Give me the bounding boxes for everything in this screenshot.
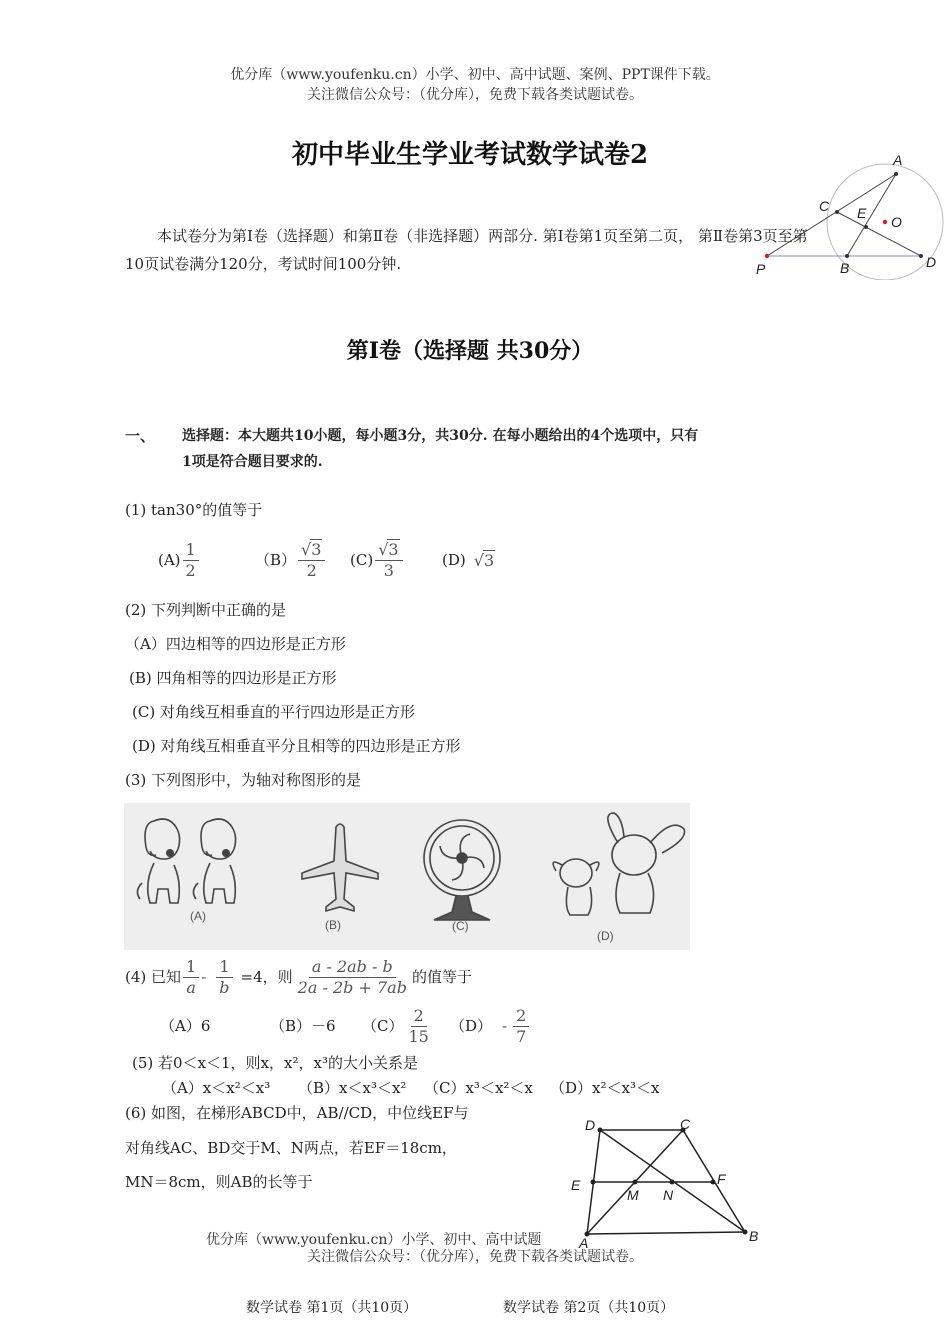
q4-d-den: 7 [516,1026,527,1046]
fig6-label-m: M [627,1187,639,1203]
point-e [864,225,868,229]
q1-a-num: 1 [183,540,199,561]
q4-eq: =4，则 [240,968,293,986]
q5-stem: (5) 若0＜x＜1，则x，x²，x³的大小关系是 [132,1054,418,1072]
q1-c-fraction [375,539,402,581]
label-e: E [857,205,867,221]
line-ab [847,174,896,256]
q6-line-2: 对角线AC、BD交于M、N两点，若EF＝18cm， [125,1139,457,1157]
q1-a-fraction [183,540,199,581]
q3-label-a: (A) [190,909,206,923]
q4-d-num: 2 [513,1006,529,1027]
q1-a-label: (A) [158,551,181,569]
q3-label-c: (C) [452,919,469,933]
q1-b-num-wrap: √3 [298,539,325,561]
q5-option-b: （B）x＜x³＜x² [298,1079,407,1097]
q6-line-3: MN＝8cm，则AB的长等于 [125,1173,313,1191]
q1-c-num-wrap: √3 [375,539,402,561]
footer-header-line-2: 关注微信公众号：（优分库），免费下载各类试题试卷。 [307,1249,643,1265]
q1-option-b [255,537,327,583]
label-d: D [926,254,937,270]
q4-minus: - [201,968,207,986]
point-b [845,254,849,258]
q1-c-num: 3 [388,540,399,559]
q3-figure-strip [124,803,690,950]
q1-b-label: （B） [255,551,297,569]
q1-option-a [158,537,201,583]
page-title: 初中毕业生学业考试数学试卷2 [291,140,649,170]
q1-c-label: (C) [350,551,374,569]
q4-stem [125,952,472,1002]
dogs-figure [137,819,235,903]
q5-option-c: （C）x³＜x²＜x [424,1079,533,1097]
q1-b-num: 3 [311,540,322,559]
fig6-label-c: C [680,1116,691,1132]
q5-option-d: （D）x²＜x³＜x [550,1079,660,1097]
q4-option-c [362,1003,434,1049]
q1-option-d [442,537,495,583]
q4-f1-den: a [186,977,196,997]
fig6-label-f: F [717,1171,726,1187]
q1-option-c [350,537,405,583]
q3-label-d: (D) [597,929,614,943]
q3-figures [124,803,690,950]
fig6-label-e: E [571,1177,581,1193]
q3-stem: (3) 下列图形中，为轴对称图形的是 [125,771,362,789]
q4-post: 的值等于 [411,968,472,986]
trapezoid-figure [565,1112,765,1252]
q3-label-b: (B) [325,918,341,932]
label-p: P [756,261,766,277]
q4-c-num: 2 [411,1006,427,1027]
q2-stem: (2) 下列判断中正确的是 [125,601,287,619]
q4-f2-num: 1 [216,957,232,978]
q4-c-fraction [405,1006,431,1047]
intro-paragraph: 本试卷分为第Ⅰ卷（选择题）和第Ⅱ卷（非选择题）两部分. 第Ⅰ卷第1页至第二页， 第Ⅱ卷第3页至第10页试卷满分120分，考试时间100分钟. [125,227,808,273]
line-cd [837,212,921,256]
q4-d-sign: - [502,1017,508,1035]
q4-d-fraction [513,1006,529,1047]
fan-figure [424,820,500,920]
label-b: B [840,260,850,276]
q2-option-b: (B) 四角相等的四边形是正方形 [129,669,337,687]
fig6-label-a: A [579,1235,589,1251]
page-number-right: 数学试卷 第2页（共10页） [503,1300,675,1316]
q4-option-b: （B）－6 [270,1017,336,1035]
point-c [835,210,839,214]
q4-f2-den: b [219,977,230,997]
q4-f1-num: 1 [183,957,199,978]
header-line-2: 关注微信公众号：（优分库），免费下载各类试题试卷。 [307,87,643,103]
airplane-figure [302,824,378,911]
q4-pre: (4) 已知 [125,968,182,986]
q4-frac-2 [216,957,232,998]
fig6-label-b: B [749,1228,759,1244]
q5-option-a: （A）x＜x²＜x³ [162,1079,271,1097]
animals-figure [553,813,684,915]
point-o [883,220,887,224]
footer-header-line-1: 优分库（www.youfenku.cn）小学、初中、高中试题 [206,1232,542,1248]
header-line-1: 优分库（www.youfenku.cn）小学、初中、高中试题、案例、PPT课件下载。 [230,67,720,83]
q1-d-root: √3 [473,550,495,570]
page-number-left: 数学试卷 第1页（共10页） [246,1300,418,1316]
label-o: O [891,214,902,230]
q1-d-val: 3 [483,550,495,570]
q2-option-a: （A）四边相等的四边形是正方形 [125,635,346,653]
q4-option-a: （A）6 [160,1017,211,1035]
q4-d-label: （D） [450,1017,493,1035]
q4-option-d [450,1003,531,1049]
q1-d-label: (D) [442,551,466,569]
part-number: 一、 [125,427,156,445]
point-d [919,254,923,258]
fig6-label-d: D [585,1117,596,1133]
q4-f3-den: 2a - 2b + 7ab [297,977,407,997]
q4-c-label: （C） [362,1017,404,1035]
q4-c-den: 15 [408,1026,429,1046]
q1-b-den: 2 [306,561,317,580]
q1-stem: (1) tan30°的值等于 [125,501,263,519]
q6-line-1: (6) 如图，在梯形ABCD中，AB//CD，中位线EF与 [125,1104,469,1122]
q2-option-d: (D) 对角线互相垂直平分且相等的四边形是正方形 [132,737,461,755]
q2-option-c: (C) 对角线互相垂直的平行四边形是正方形 [132,703,415,721]
section-title: 第Ⅰ卷（选择题 共30分） [346,338,594,364]
q1-a-den: 2 [185,560,196,580]
q1-c-den: 3 [383,561,394,580]
label-a: A [893,152,903,168]
q4-f3-num: a - 2ab - b [309,957,396,978]
part-line-1: 选择题：本大题共10小题，每小题3分，共30分. 在每小题给出的4个选项中，只有 [182,428,699,444]
q4-frac-3 [295,957,410,998]
part-line-2: 1项是符合题目要求的. [182,454,323,470]
label-c: C [819,198,830,214]
q1-b-fraction [298,539,325,581]
q4-frac-1 [183,957,199,998]
fig6-label-n: N [663,1187,674,1203]
point-a [894,172,898,176]
